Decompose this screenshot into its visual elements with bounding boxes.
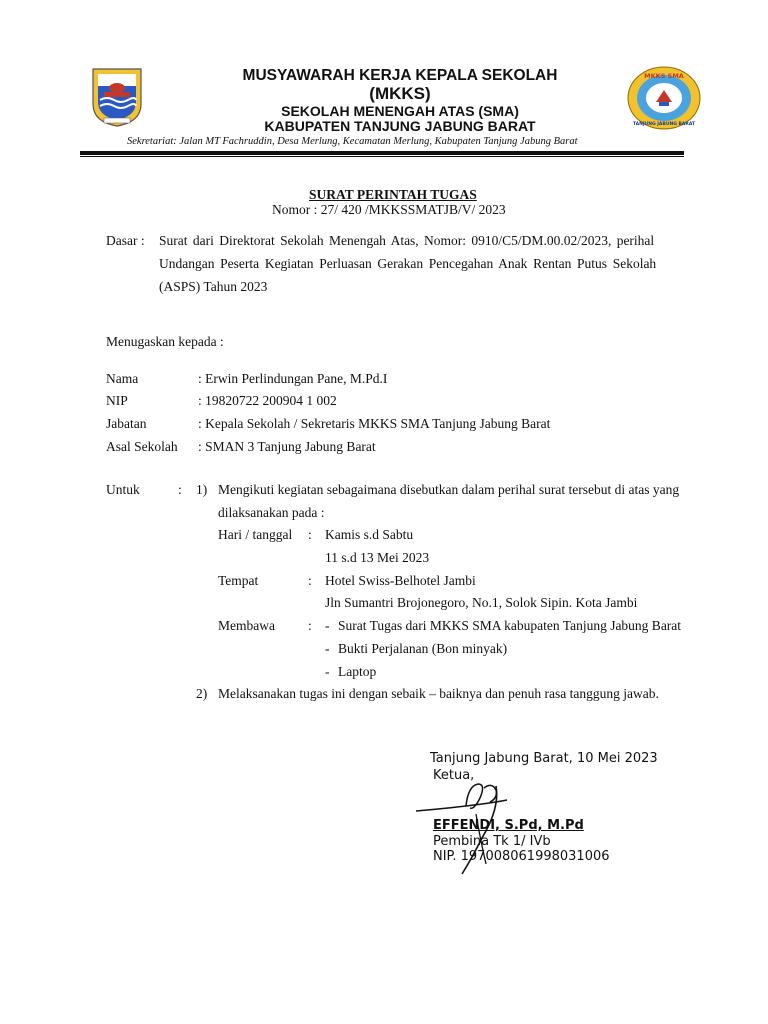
dasar-label: Dasar :	[106, 233, 145, 248]
document-title: SURAT PERINTAH TUGAS	[309, 187, 477, 202]
signature-place-date: Tanjung Jabung Barat, 10 Mei 2023	[430, 751, 658, 766]
jabatan-label: Jabatan	[106, 416, 147, 431]
right-logo-mkks-seal	[626, 66, 702, 130]
asal-sekolah-label: Asal Sekolah	[106, 439, 178, 454]
item1-number: 1)	[196, 482, 208, 497]
nip-value: : 19820722 200904 1 002	[198, 393, 337, 408]
membawa-bullet: -	[325, 664, 330, 679]
svg-text:MKKS SMA: MKKS SMA	[644, 72, 684, 80]
membawa-colon: :	[308, 618, 312, 633]
document-number: Nomor : 27/ 420 /MKKSSMATJB/V/ 2023	[272, 202, 506, 217]
nama-label: Nama	[106, 371, 139, 386]
hari-colon: :	[308, 527, 312, 542]
tempat-value-address: Jln Sumantri Brojonegoro, No.1, Solok Sipin. Kota Jambi	[325, 595, 638, 610]
membawa-item: Bukti Perjalanan (Bon minyak)	[338, 641, 508, 656]
hari-value-days: Kamis s.d Sabtu	[325, 527, 414, 542]
jabatan-value: : Kepala Sekolah / Sekretaris MKKS SMA Tanjung Jabung Barat	[198, 416, 551, 431]
left-logo-crest	[90, 66, 144, 128]
svg-text:TANJUNG JABUNG BARAT: TANJUNG JABUNG BARAT	[632, 122, 696, 127]
tempat-label: Tempat	[218, 573, 259, 588]
org-name-line4: KABUPATEN TANJUNG JABUNG BARAT	[264, 118, 536, 134]
signatory-nip: NIP. 197008061998031006	[433, 849, 610, 864]
item1-line2: dilaksanakan pada :	[218, 505, 325, 520]
hari-value-dates: 11 s.d 13 Mei 2023	[325, 550, 430, 565]
item2-number: 2)	[196, 686, 208, 701]
dasar-line3: (ASPS) Tahun 2023	[159, 279, 268, 294]
dasar-line2: Undangan Peserta Kegiatan Perluasan Gerakan Pencegahan Anak Rentan Putus Sekolah	[159, 256, 657, 271]
org-name-line3: SEKOLAH MENENGAH ATAS (SMA)	[281, 103, 519, 119]
membawa-item: Laptop	[338, 664, 377, 679]
item2-text: Melaksanakan tugas ini dengan sebaik – baiknya dan penuh rasa tanggung jawab.	[218, 686, 659, 701]
item1-line1: Mengikuti kegiatan sebagaimana disebutkan dalam perihal surat tersebut di atas yang	[218, 482, 680, 497]
signatory-rank: Pembina Tk 1/ IVb	[433, 834, 551, 849]
dasar-line1: Surat dari Direktorat Sekolah Menengah Atas, Nomor: 0910/C5/DM.00.02/2023, perihal	[159, 233, 655, 248]
header-rule-thin	[80, 156, 684, 157]
signature-role: Ketua,	[433, 768, 475, 783]
secretariat-address: Sekretariat: Jalan MT Fachruddin, Desa Merlung, Kecamatan Merlung, Kabupaten Tanjung Jabung Barat	[127, 136, 578, 147]
asal-sekolah-value: : SMAN 3 Tanjung Jabung Barat	[198, 439, 376, 454]
membawa-item: Surat Tugas dari MKKS SMA kabupaten Tanjung Jabung Barat	[338, 618, 682, 633]
untuk-colon: :	[178, 482, 182, 497]
assign-intro: Menugaskan kepada :	[106, 334, 224, 349]
signatory-name: EFFENDI, S.Pd, M.Pd	[433, 818, 584, 833]
org-name-line1: MUSYAWARAH KERJA KEPALA SEKOLAH	[242, 67, 558, 84]
membawa-bullet: -	[325, 641, 330, 656]
untuk-label: Untuk	[106, 482, 140, 497]
membawa-bullet: -	[325, 618, 330, 633]
hari-label: Hari / tanggal	[218, 527, 293, 542]
tempat-colon: :	[308, 573, 312, 588]
header-rule-thick	[80, 151, 684, 155]
tempat-value-hotel: Hotel Swiss-Belhotel Jambi	[325, 573, 476, 588]
org-acronym: (MKKS)	[369, 84, 431, 103]
nip-label: NIP	[106, 393, 128, 408]
membawa-label: Membawa	[218, 618, 275, 633]
nama-value: : Erwin Perlindungan Pane, M.Pd.I	[198, 371, 388, 386]
